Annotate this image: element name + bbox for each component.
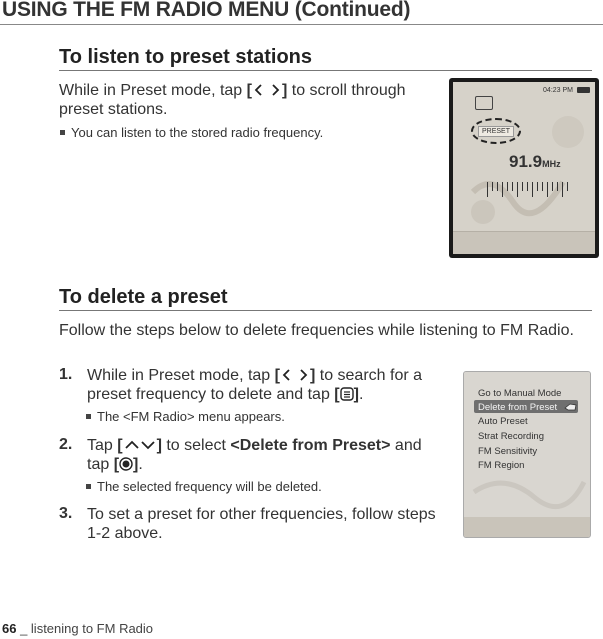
preset-highlight-oval [471,118,521,144]
section2-intro: Follow the steps below to delete frequencies while listening to FM Radio. [59,322,574,339]
step-3-text: To set a preset for other frequencies, follow steps 1-2 above. [87,506,436,542]
screen-bottom-bar [464,517,590,537]
tuning-scale [487,182,571,197]
section1-paragraph: While in Preset mode, tap [ ] to scroll through preset stations. [59,82,406,118]
menu-item-auto-preset[interactable]: Auto Preset [478,416,528,427]
clock-readout: 04:23 PM [543,87,573,94]
device-screen-menu [463,371,591,538]
page-number: 66 [2,621,17,636]
section1-bullet: You can listen to the stored radio frequency. [60,125,323,140]
folder-icon[interactable] [475,96,493,110]
menu-item-fm-sensitivity[interactable]: FM Sensitivity [478,446,538,457]
menu-item-delete-preset[interactable]: Delete from Preset [478,402,558,413]
step-number: 3. [59,505,73,522]
left-right-key-icon: [ ] [274,367,316,384]
up-down-key-icon: [ ] [117,437,162,454]
section-heading-delete-preset: To delete a preset [59,286,228,308]
menu-key-icon: [ ] [334,386,359,403]
step-number: 2. [59,436,73,453]
preset-badge: PRESET [478,126,514,137]
section-divider [59,310,592,311]
title-divider [0,24,603,25]
left-right-key-icon: [ ] [246,82,288,99]
page-title: USING THE FM RADIO MENU (Continued) [2,0,411,21]
step-number: 1. [59,366,73,383]
section-divider [59,70,592,71]
step-1-text: While in Preset mode, tap [ ] to search for a preset frequency to delete and tap [ ]. [87,367,423,403]
select-key-icon: [ ] [113,456,139,473]
device-screen-preset [449,78,599,258]
step-2-bullet: The selected frequency will be deleted. [86,479,322,494]
screen-bottom-bar [453,231,595,254]
footer-label: _ listening to FM Radio [16,621,154,636]
menu-item-manual-mode[interactable]: Go to Manual Mode [478,388,562,399]
step-1-bullet: The <FM Radio> menu appears. [86,409,285,424]
battery-icon [577,87,590,93]
hand-pointer-icon [564,402,578,412]
menu-item-fm-region[interactable]: FM Region [478,460,525,471]
page-footer [2,621,153,636]
section-heading-listen-preset: To listen to preset stations [59,46,312,68]
step-2-text: Tap [ ] to select <Delete from Preset> and tap [ ]. [87,437,422,473]
menu-item-start-recording[interactable]: Strat Recording [478,431,545,442]
frequency-readout: 91.9MHz [509,152,561,171]
